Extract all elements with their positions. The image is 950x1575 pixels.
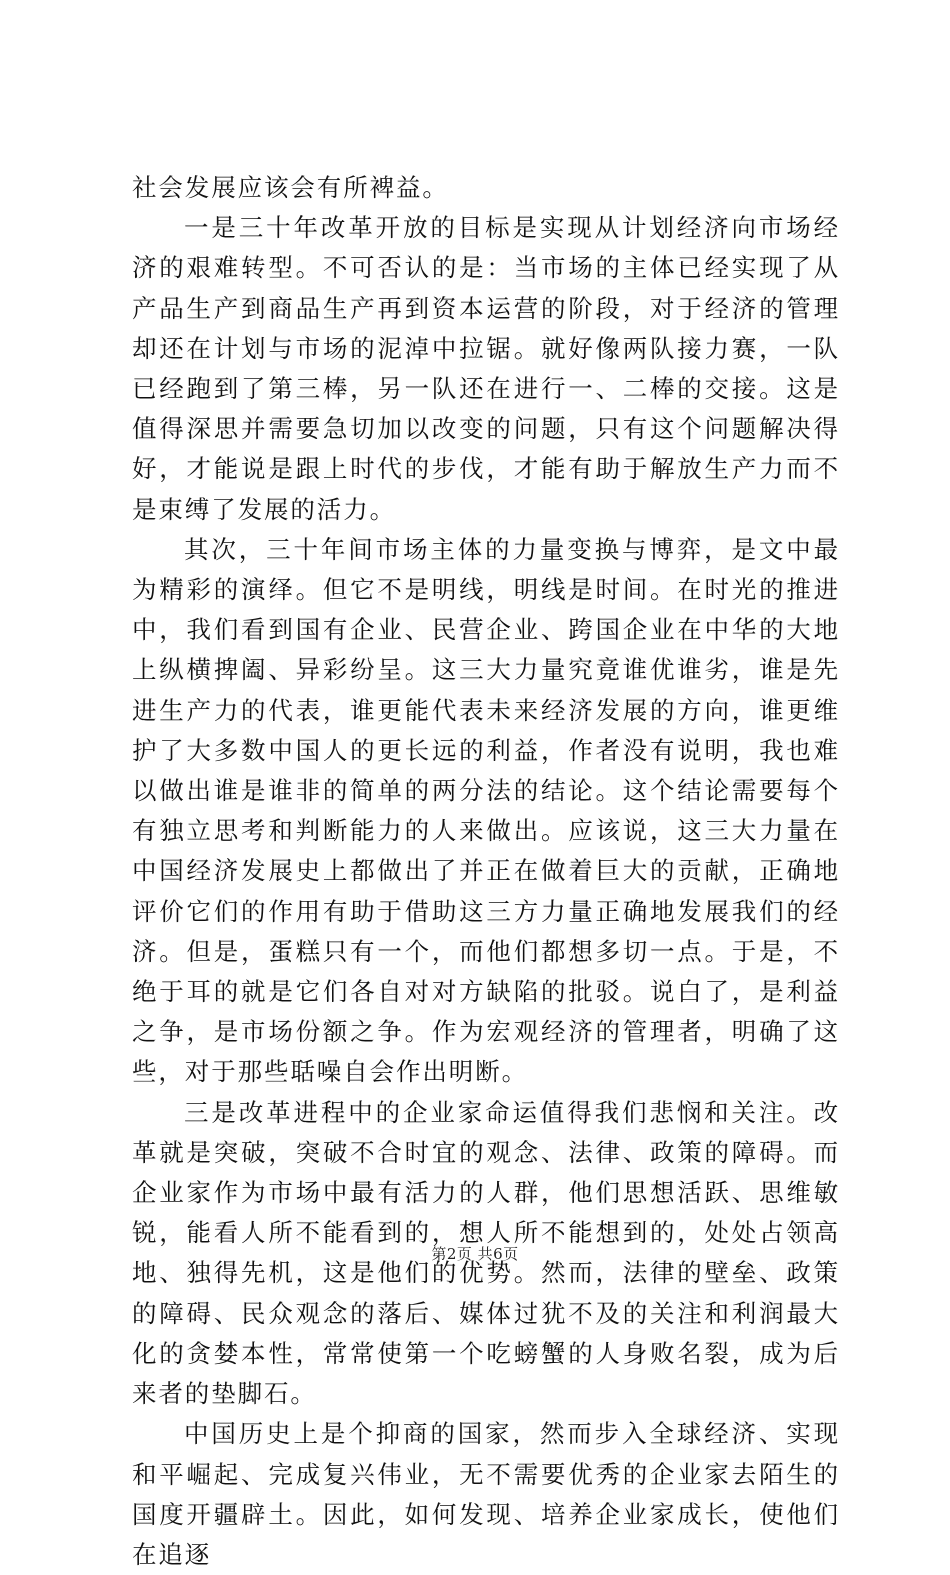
paragraph-5: 中国历史上是个抑商的国家，然而步入全球经济、实现和平崛起、完成复兴伟业，无不需要优秀的企业家去陌生的国度开疆辟土。因此，如何发现、培养企业家成长，使他们在追逐	[132, 1419, 840, 1569]
paragraph-3: 其次，三十年间市场主体的力量变换与博弈，是文中最为精彩的演绎。但它不是明线，明线是时间。在时光的推进中，我们看到国有企业、民营企业、跨国企业在中华的大地上纵横捭阖、异彩纷呈。这三大力量究竟谁优谁劣，谁是先进生产力的代表，谁更能代表未来经济发展的方向，谁更维护了大多数中国人的更长远的利益，作者没有说明，我也难以做出谁是谁非的简单的两分法的结论。这个结论需要每个有独立思考和判断能力的人来做出。应该说，这三大力量在中国经济发展史上都做出了并正在做着巨大的贡献，正确地评价它们的作用有助于借助这三方力量正确地发展我们的经济。但是，蛋糕只有一个，而他们都想多切一点。于是，不绝于耳的就是它们各自对对方缺陷的批驳。说白了，是利益之争，是市场份额之争。作为宏观经济的管理者，明确了这些，对于那些聒噪自会作出明断。	[132, 534, 840, 1087]
page-number: 第2页 共6页	[431, 1245, 519, 1263]
paragraph-2: 一是三十年改革开放的目标是实现从计划经济向市场经济的艰难转型。不可否认的是：当市场的主体已经实现了从产品生产到商品生产再到资本运营的阶段，对于经济的管理却还在计划与市场的泥淖中拉锯。就好像两队接力赛，一队已经跑到了第三棒，另一队还在进行一、二棒的交接。这是值得深思并需要急切加以改变的问题，只有这个问题解决得好，才能说是跟上时代的步伐，才能有助于解放生产力而不是束缚了发展的活力。	[132, 213, 840, 524]
paragraph-4: 三是改革进程中的企业家命运值得我们悲悯和关注。改革就是突破，突破不合时宜的观念、法律、政策的障碍。而企业家作为市场中最有活力的人群，他们思想活跃、思维敏锐，能看人所不能看到的，想人所不能想到的，处处占领高地、独得先机，这是他们的优势。然而，法律的壁垒、政策的障碍、民众观念的落后、媒体过犹不及的关注和利润最大化的贪婪本性，常常使第一个吃螃蟹的人身败名裂，成为后来者的垫脚石。	[132, 1097, 840, 1409]
paragraph-1: 社会发展应该会有所裨益。	[132, 173, 449, 202]
document-body	[132, 168, 840, 1575]
